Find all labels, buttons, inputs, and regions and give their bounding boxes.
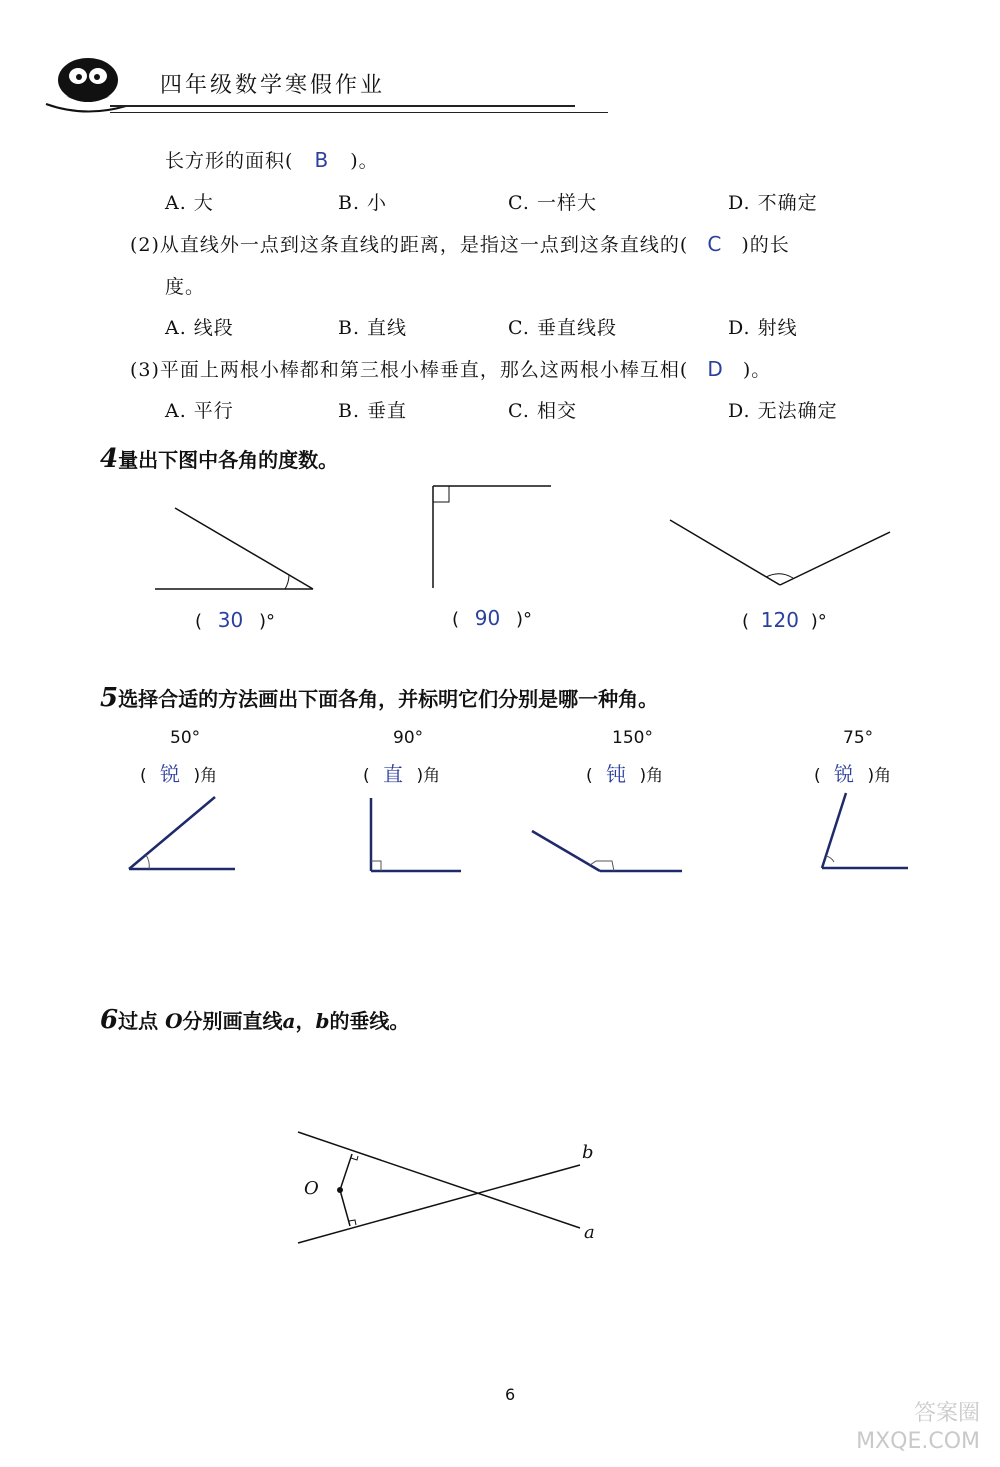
q1-option-a: A. 大 [165,192,214,214]
angle5-2-answer: 直 [383,762,404,786]
q1-answer: B [314,148,330,172]
paren-open: ( [363,766,370,786]
angle2-answer-label [452,606,532,630]
page-number: 6 [505,1385,516,1404]
section5-heading [100,683,658,713]
perpendicular-figure [290,1125,610,1255]
q3-prefix: (3)平面上两根小棒都和第三根小棒垂直，那么这两根小棒互相( [130,359,689,381]
q1-option-b: B. 小 [338,192,388,214]
q3-option-a: A. 平行 [165,400,234,422]
section6-title-prefix: 过点 [118,1009,159,1033]
angle5-3-type [586,758,663,787]
q3-suffix: )。 [742,359,772,381]
section4-heading [100,444,338,474]
paren-close-angle: )角 [639,766,664,786]
figure6-label-o: O [304,1178,319,1199]
header-rule [110,105,575,107]
angle5-3-answer: 钝 [606,762,627,786]
paren-close-angle: )角 [416,766,441,786]
angle1-answer-label [195,608,275,632]
figure6-label-b: b [582,1142,594,1163]
q3-answer: D [707,357,724,381]
q3-option-c: C. 相交 [508,400,577,422]
q3-option-d: D. 无法确定 [728,400,838,422]
q1-tail-prefix: 长方形的面积( [165,150,294,172]
drawn-angle-75 [818,790,913,875]
section6-line-b: b [315,1009,330,1033]
section6-point-o: O [165,1009,183,1033]
angle-figure-90 [425,480,560,595]
q2-line1 [130,230,790,257]
angle5-4-answer: 锐 [834,762,855,786]
section4-number: 4 [100,444,119,474]
angle3-answer-label [742,608,827,632]
section5-title: 选择合适的方法画出下面各角，并标明它们分别是哪一种角。 [118,687,659,711]
section5-number: 5 [100,683,119,713]
q3-line [130,355,771,382]
drawn-angle-50 [125,792,240,877]
paren-open: ( [586,766,593,786]
paren-close-degree: )° [258,611,275,632]
q2-prefix: (2)从直线外一点到这条直线的距离，是指这一点到这条直线的( [130,234,689,256]
header-title: 四年级数学寒假作业 [160,73,386,98]
paren-open: ( [195,611,203,632]
section6-heading [100,1005,409,1035]
watermark-logo [790,1400,980,1460]
q2-suffix: )的长 [741,234,790,256]
watermark-line2: MXQE.COM [856,1429,980,1454]
watermark-line1: 答案圈 [913,1401,980,1426]
angle5-4-degree: 75° [843,728,874,748]
angle5-3-degree: 150° [612,728,653,748]
angle5-1-degree: 50° [170,728,201,748]
angle5-4-type [814,758,891,787]
angle2-answer: 90 [474,606,501,630]
q1-option-c: C. 一样大 [508,192,597,214]
section6-number: 6 [100,1005,119,1035]
figure6-label-a: a [584,1222,595,1243]
q2-option-c: C. 垂直线段 [508,317,617,339]
drawn-angle-150 [528,825,688,880]
section6-title-suffix: 的垂线。 [329,1009,410,1033]
q1-tail-suffix: )。 [350,150,379,172]
q2-option-d: D. 射线 [728,317,798,339]
q1-tail-line [165,146,379,173]
angle5-1-answer: 锐 [160,762,181,786]
paren-close-degree: )° [515,609,532,630]
paren-open: ( [742,611,750,632]
q3-option-b: B. 垂直 [338,400,408,422]
angle1-answer: 30 [217,608,244,632]
q2-option-b: B. 直线 [338,317,408,339]
angle3-answer: 120 [760,608,799,632]
paren-open: ( [452,609,460,630]
section6-line-a: a [282,1009,296,1033]
angle5-2-type [363,758,440,787]
angle-figure-120 [665,515,895,595]
drawn-angle-90 [365,795,465,877]
q2-answer: C [707,232,723,256]
section4-title: 量出下图中各角的度数。 [118,448,339,472]
section6-comma: ， [295,1009,316,1033]
q1-option-d: D. 不确定 [728,192,818,214]
q2-line2: 度。 [165,276,206,298]
angle5-2-degree: 90° [393,728,424,748]
angle-figure-30 [150,500,320,600]
paren-close-angle: )角 [867,766,892,786]
paren-close-degree: )° [810,611,827,632]
paren-open: ( [140,766,147,786]
angle5-1-type [140,758,217,787]
paren-open: ( [814,766,821,786]
section6-title-middle: 分别画直线 [182,1009,283,1033]
paren-close-angle: )角 [193,766,218,786]
header-rule-thin [110,112,608,113]
q2-option-a: A. 线段 [165,317,234,339]
